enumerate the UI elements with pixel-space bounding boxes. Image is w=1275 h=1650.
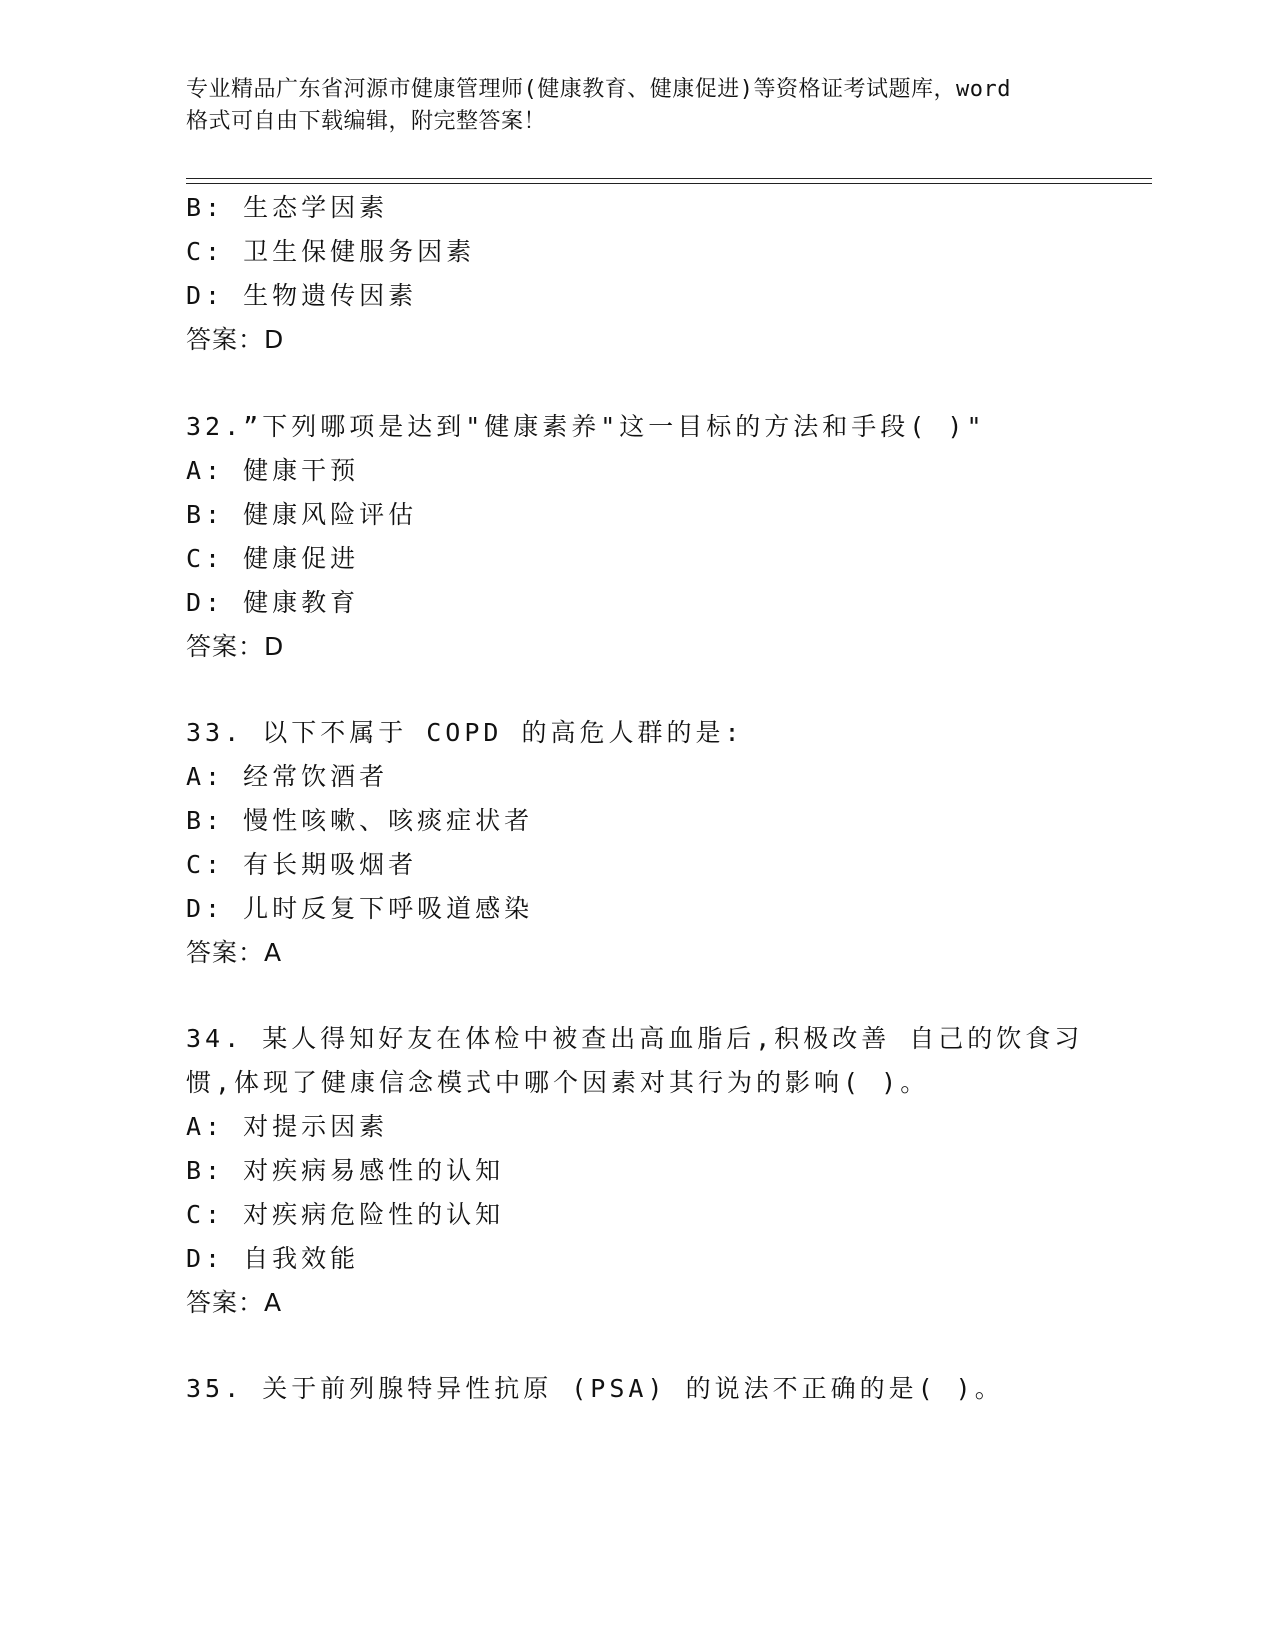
q32-stem: 32.”下列哪项是达到"健康素养"这一目标的方法和手段( )" xyxy=(186,412,986,441)
document-header xyxy=(186,74,1086,138)
q33-stem: 33. 以下不属于 COPD 的高危人群的是: xyxy=(186,718,744,747)
q33-option-d: D: 儿时反复下呼吸道感染 xyxy=(186,894,534,923)
q35-stem: 35. 关于前列腺特异性抗原 (PSA) 的说法不正确的是( )。 xyxy=(186,1374,1004,1403)
q32-answer: 答案：D xyxy=(186,632,285,661)
q34-stem-line-1: 34. 某人得知好友在体检中被查出高血脂后,积极改善 自己的饮食习 xyxy=(186,1024,1084,1053)
q33-option-c: C: 有长期吸烟者 xyxy=(186,850,418,879)
q34-option-d: D: 自我效能 xyxy=(186,1244,360,1273)
header-divider-top xyxy=(186,178,1152,179)
q34-option-c: C: 对疾病危险性的认知 xyxy=(186,1200,505,1229)
q34-stem-line-2: 惯,体现了健康信念模式中哪个因素对其行为的影响( )。 xyxy=(186,1068,930,1097)
q33-option-a: A: 经常饮酒者 xyxy=(186,762,389,791)
q32-option-a: A: 健康干预 xyxy=(186,456,360,485)
header-divider-bottom xyxy=(186,183,1152,184)
q33-option-b: B: 慢性咳嗽、咳痰症状者 xyxy=(186,806,534,835)
q32-option-d: D: 健康教育 xyxy=(186,588,360,617)
header-line-2: 格式可自由下载编辑，附完整答案！ xyxy=(186,109,547,134)
q31-option-b: B: 生态学因素 xyxy=(186,193,389,222)
q32-option-b: B: 健康风险评估 xyxy=(186,500,418,529)
q34-option-b: B: 对疾病易感性的认知 xyxy=(186,1156,505,1185)
q33-answer: 答案：A xyxy=(186,938,283,967)
q32-option-c: C: 健康促进 xyxy=(186,544,360,573)
q31-option-c: C: 卫生保健服务因素 xyxy=(186,237,476,266)
header-line-1: 专业精品广东省河源市健康管理师(健康教育、健康促进)等资格证考试题库，word xyxy=(186,77,1011,102)
q31-answer: 答案：D xyxy=(186,325,285,354)
q34-option-a: A: 对提示因素 xyxy=(186,1112,389,1141)
q31-option-d: D: 生物遗传因素 xyxy=(186,281,418,310)
q34-answer: 答案：A xyxy=(186,1288,283,1317)
